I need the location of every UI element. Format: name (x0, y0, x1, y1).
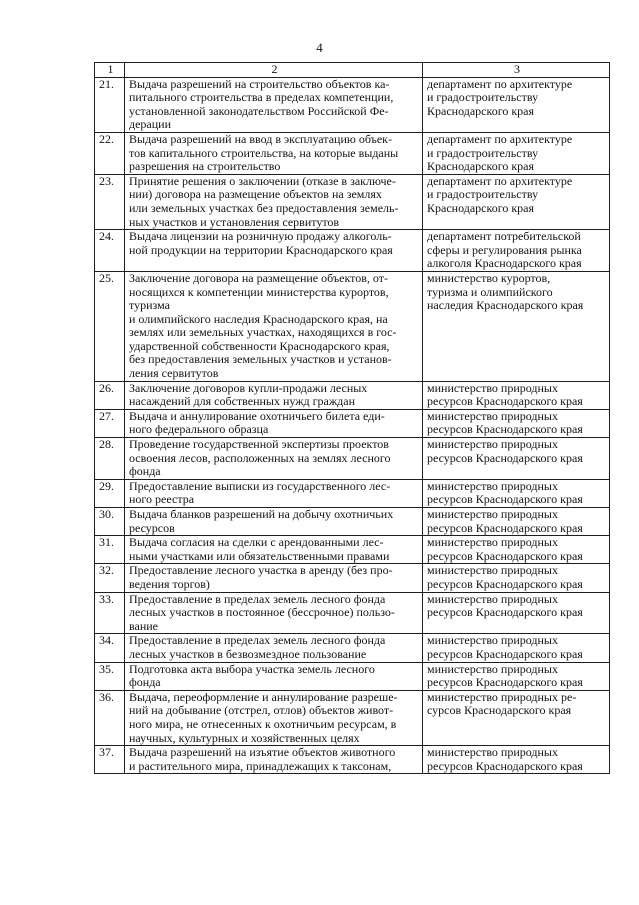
service-line: Предоставление лесного участка в аренду (без про- (129, 563, 393, 578)
service-line: ного мира, не отнесенных к охотничьим ресурсам, в (129, 716, 397, 731)
department-line: министерство природных (427, 661, 558, 676)
service-line: нии) договора на размещение объектов на землях (129, 187, 382, 202)
service-line: Предоставление выписки из государственного лес- (129, 478, 391, 493)
responsible-department (423, 230, 610, 272)
service-line: Выдача лицензии на розничную продажу алкоголь- (129, 229, 392, 244)
responsible-department (423, 690, 610, 745)
service-line: фонда (129, 675, 161, 690)
table-header-row (95, 63, 610, 78)
department-line: министерство природных (427, 437, 558, 452)
service-line: Принятие решения о заключении (отказе в заключе- (129, 173, 396, 188)
row-number: 21. (95, 77, 125, 132)
table-row (95, 132, 610, 174)
department-line: ресурсов Краснодарского края (427, 422, 583, 437)
table-row (95, 409, 610, 437)
service-line: вание (129, 618, 159, 633)
service-line: ударственной собственности Краснодарского края, (129, 338, 390, 353)
table-row (95, 690, 610, 745)
service-line: ресурсов (129, 520, 175, 535)
service-line: носящихся к компетенции министерства курортов, (129, 284, 389, 299)
service-line: питального строительства в пределах компетенции, (129, 90, 394, 105)
service-line: Выдача, переоформление и аннулирование разреше- (129, 689, 398, 704)
row-number: 25. (95, 271, 125, 381)
row-number: 35. (95, 662, 125, 690)
service-line: Выдача и аннулирование охотничьего билета еди- (129, 408, 385, 423)
department-line: ресурсов Краснодарского края (427, 646, 583, 661)
service-line: или земельных участках без предоставления земель- (129, 200, 399, 215)
table-row (95, 230, 610, 272)
row-number: 28. (95, 438, 125, 480)
department-line: министерство природных (427, 380, 558, 395)
department-line: наследия Краснодарского края (427, 298, 584, 313)
service-line: научных, культурных и хозяйственных целях (129, 730, 360, 745)
row-number: 24. (95, 230, 125, 272)
department-line: департамент по архитектуре (427, 131, 573, 146)
department-line: ресурсов Краснодарского края (427, 758, 583, 773)
service-description (125, 230, 423, 272)
table-row (95, 508, 610, 536)
table-row (95, 662, 610, 690)
service-description (125, 746, 423, 774)
service-line: лесных участков в безвозмездное пользование (129, 646, 367, 661)
table-row (95, 77, 610, 132)
row-number: 26. (95, 381, 125, 409)
responsible-department (423, 479, 610, 507)
responsible-department (423, 508, 610, 536)
service-line: лесных участков в постоянное (бессрочное) пользо- (129, 605, 395, 620)
service-line: тов капитального строительства, на которые выданы (129, 145, 399, 160)
service-line: Выдача разрешений на изъятие объектов животного (129, 745, 396, 760)
department-line: Краснодарского края (427, 159, 535, 174)
department-line: туризма и олимпийского (427, 284, 553, 299)
column-header-1: 1 (95, 63, 125, 78)
service-description (125, 132, 423, 174)
service-line: Выдача разрешений на строительство объектов ка- (129, 76, 390, 91)
service-line: землях или земельных участках, находящихся в гос- (129, 325, 397, 340)
department-line: министерство природных (427, 745, 558, 760)
service-description (125, 409, 423, 437)
service-line: Выдача согласия на сделки с арендованными лес- (129, 535, 384, 550)
service-line: Заключение договоров купли-продажи лесных (129, 380, 368, 395)
service-line: туризма (129, 298, 170, 313)
service-description (125, 508, 423, 536)
department-line: ресурсов Краснодарского края (427, 492, 583, 507)
service-line: фонда (129, 464, 161, 479)
department-line: департамент потребительской (427, 229, 581, 244)
column-header-3: 3 (423, 63, 610, 78)
service-description (125, 690, 423, 745)
service-line: дерации (129, 117, 172, 132)
department-line: министерство природных (427, 535, 558, 550)
service-line: ного федерального образца (129, 422, 269, 437)
department-line: Краснодарского края (427, 103, 535, 118)
responsible-department (423, 409, 610, 437)
row-number: 36. (95, 690, 125, 745)
responsible-department (423, 77, 610, 132)
responsible-department (423, 271, 610, 381)
service-description (125, 438, 423, 480)
service-description (125, 77, 423, 132)
row-number: 30. (95, 508, 125, 536)
table-row (95, 634, 610, 662)
department-line: министерство природных (427, 591, 558, 606)
table-row (95, 536, 610, 564)
column-header-2: 2 (125, 63, 423, 78)
department-line: Краснодарского края (427, 200, 535, 215)
department-line: ресурсов Краснодарского края (427, 605, 583, 620)
table-row (95, 564, 610, 592)
service-line: Предоставление в пределах земель лесного фонда (129, 633, 386, 648)
table-row (95, 381, 610, 409)
services-table (94, 62, 610, 774)
department-line: ресурсов Краснодарского края (427, 576, 583, 591)
row-number: 37. (95, 746, 125, 774)
row-number: 33. (95, 592, 125, 634)
service-line: Подготовка акта выбора участка земель лесного (129, 661, 375, 676)
service-line: ных участков и установления сервитутов (129, 214, 340, 229)
department-line: ресурсов Краснодарского края (427, 450, 583, 465)
department-line: ресурсов Краснодарского края (427, 675, 583, 690)
service-line: без предоставления земельных участков и установ- (129, 352, 392, 367)
department-line: департамент по архитектуре (427, 76, 573, 91)
table-row (95, 592, 610, 634)
department-line: министерство природных (427, 563, 558, 578)
row-number: 31. (95, 536, 125, 564)
row-number: 23. (95, 174, 125, 229)
department-line: министерство природных ре- (427, 689, 577, 704)
responsible-department (423, 536, 610, 564)
responsible-department (423, 746, 610, 774)
service-line: ления сервитутов (129, 366, 219, 381)
department-line: ресурсов Краснодарского края (427, 520, 583, 535)
service-line: ными участками или обязательственными правами (129, 548, 390, 563)
service-line: разрешения на строительство (129, 159, 281, 174)
department-line: сферы и регулирования рынка (427, 242, 582, 257)
responsible-department (423, 634, 610, 662)
responsible-department (423, 132, 610, 174)
department-line: министерство природных (427, 633, 558, 648)
row-number: 32. (95, 564, 125, 592)
service-description (125, 662, 423, 690)
service-line: Предоставление в пределах земель лесного фонда (129, 591, 386, 606)
department-line: и градостроительству (427, 145, 539, 160)
service-description (125, 381, 423, 409)
responsible-department (423, 438, 610, 480)
service-description (125, 634, 423, 662)
service-line: ведения торгов) (129, 576, 210, 591)
table-row (95, 174, 610, 229)
service-line: освоения лесов, расположенных на землях лесного (129, 450, 391, 465)
table-body (95, 77, 610, 774)
service-line: насаждений для собственных нужд граждан (129, 394, 356, 409)
department-line: и градостроительству (427, 90, 539, 105)
department-line: министерство природных (427, 408, 558, 423)
department-line: министерство курортов, (427, 270, 551, 285)
row-number: 29. (95, 479, 125, 507)
service-line: и растительного мира, принадлежащих к таксонам, (129, 758, 392, 773)
responsible-department (423, 174, 610, 229)
department-line: департамент по архитектуре (427, 173, 573, 188)
service-line: и олимпийского наследия Краснодарского края, на (129, 311, 388, 326)
department-line: и градостроительству (427, 187, 539, 202)
department-line: алкоголя Краснодарского края (427, 256, 582, 271)
responsible-department (423, 662, 610, 690)
service-line: Выдача разрешений на ввод в эксплуатацию объек- (129, 131, 392, 146)
service-line: установленной законодательством Российской Фе- (129, 103, 389, 118)
table-row (95, 438, 610, 480)
table-row (95, 271, 610, 381)
row-number: 22. (95, 132, 125, 174)
table-row (95, 746, 610, 774)
table-row (95, 479, 610, 507)
responsible-department (423, 592, 610, 634)
service-line: Проведение государственной экспертизы проектов (129, 437, 389, 452)
service-description (125, 479, 423, 507)
service-line: Заключение договора на размещение объектов, от- (129, 270, 388, 285)
row-number: 27. (95, 409, 125, 437)
service-line: ного реестра (129, 492, 195, 507)
responsible-department (423, 381, 610, 409)
service-line: ний на добывание (отстрел, отлов) объектов живот- (129, 703, 394, 718)
row-number: 34. (95, 634, 125, 662)
department-line: ресурсов Краснодарского края (427, 548, 583, 563)
service-description (125, 536, 423, 564)
service-line: ной продукции на территории Краснодарского края (129, 242, 393, 257)
service-description (125, 271, 423, 381)
department-line: ресурсов Краснодарского края (427, 394, 583, 409)
page-number: 4 (316, 40, 323, 55)
department-line: министерство природных (427, 478, 558, 493)
service-description (125, 592, 423, 634)
service-line: Выдача бланков разрешений на добычу охотничьих (129, 507, 394, 521)
service-description (125, 564, 423, 592)
department-line: министерство природных (427, 507, 558, 521)
department-line: сурсов Краснодарского края (427, 703, 572, 718)
responsible-department (423, 564, 610, 592)
service-description (125, 174, 423, 229)
